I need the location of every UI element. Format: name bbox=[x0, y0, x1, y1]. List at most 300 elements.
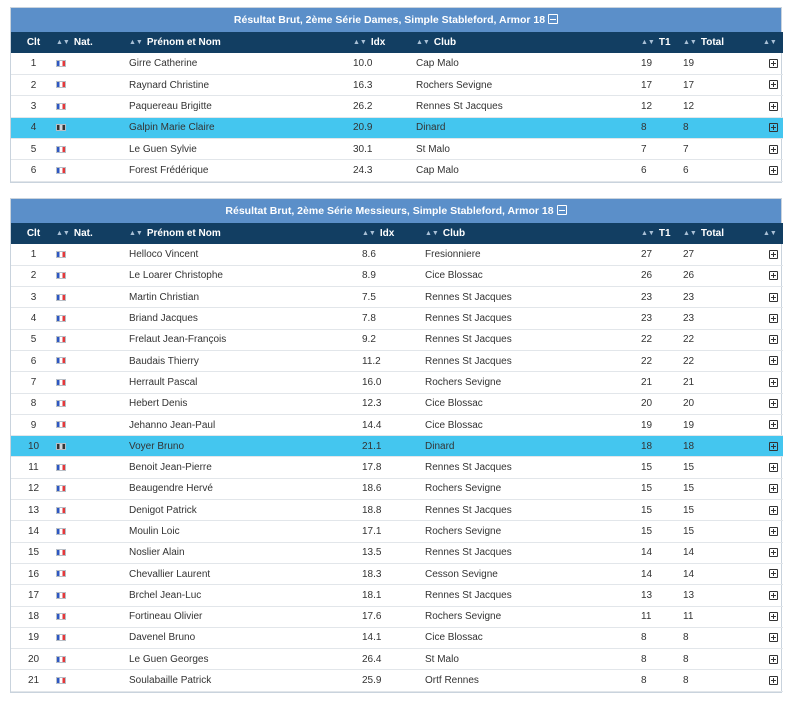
rank-cell: 4 bbox=[30, 122, 37, 134]
index-cell: 18.8 bbox=[362, 504, 382, 516]
table-row[interactable] bbox=[11, 414, 783, 435]
rank-cell: 5 bbox=[30, 334, 37, 346]
expand-cell bbox=[763, 500, 783, 521]
rank-cell: 10 bbox=[27, 440, 40, 452]
rank-cell: 15 bbox=[27, 547, 40, 559]
column-header-name[interactable]: ▲▼ Prénom et Nom bbox=[129, 228, 221, 239]
expand-icon[interactable] bbox=[769, 548, 778, 557]
total-cell: 19 bbox=[683, 57, 695, 69]
player-name-cell: Hebert Denis bbox=[129, 398, 188, 410]
expand-icon[interactable] bbox=[769, 356, 778, 365]
expand-icon[interactable] bbox=[769, 569, 778, 578]
nationality-cell bbox=[56, 372, 129, 393]
expand-cell bbox=[763, 74, 783, 95]
total-cell: 15 bbox=[683, 462, 695, 474]
t1-cell: 15 bbox=[641, 483, 653, 495]
nationality-cell bbox=[56, 74, 129, 95]
player-name-cell: Briand Jacques bbox=[129, 313, 198, 325]
sort-icon: ▲▼ bbox=[683, 230, 697, 237]
expand-icon[interactable] bbox=[769, 250, 778, 259]
results-table bbox=[11, 32, 783, 182]
flag-icon bbox=[56, 634, 66, 641]
rank-cell: 16 bbox=[27, 568, 40, 580]
t1-cell: 23 bbox=[641, 313, 653, 325]
column-header-nat[interactable]: ▲▼ Nat. bbox=[56, 228, 93, 239]
club-cell: Rochers Sevigne bbox=[425, 376, 502, 388]
player-name-cell: Le Loarer Christophe bbox=[129, 270, 223, 282]
player-name-cell: Helloco Vincent bbox=[129, 248, 199, 260]
rank-cell: 14 bbox=[27, 526, 40, 537]
t1-cell: 8 bbox=[641, 122, 647, 134]
club-cell: Rennes St Jacques bbox=[425, 462, 512, 474]
table-row[interactable] bbox=[11, 478, 783, 499]
collapse-icon[interactable] bbox=[557, 205, 567, 215]
results-panel-messieurs bbox=[10, 198, 782, 693]
table-row[interactable] bbox=[11, 350, 783, 371]
nationality-cell bbox=[56, 139, 129, 160]
expand-icon[interactable] bbox=[769, 271, 778, 280]
flag-icon bbox=[56, 379, 66, 386]
flag-icon bbox=[56, 528, 66, 535]
t1-cell: 15 bbox=[641, 504, 653, 516]
flag-icon bbox=[56, 656, 66, 663]
t1-cell: 14 bbox=[641, 547, 653, 559]
t1-cell: 7 bbox=[641, 143, 647, 155]
expand-cell bbox=[763, 457, 783, 478]
nationality-cell bbox=[56, 457, 129, 478]
expand-icon[interactable] bbox=[769, 399, 778, 408]
club-cell: Cap Malo bbox=[416, 165, 459, 177]
nationality-cell bbox=[56, 329, 129, 350]
nationality-cell bbox=[56, 393, 129, 414]
index-cell: 12.3 bbox=[362, 398, 382, 410]
total-cell: 20 bbox=[683, 398, 695, 410]
rank-cell: 11 bbox=[28, 462, 39, 474]
index-cell: 8.6 bbox=[362, 248, 376, 260]
index-cell: 9.2 bbox=[362, 334, 376, 346]
club-cell: Rennes St Jacques bbox=[416, 100, 503, 112]
rank-cell: 4 bbox=[30, 313, 37, 325]
expand-cell bbox=[763, 670, 783, 691]
club-cell: Cap Malo bbox=[416, 57, 459, 69]
column-header-idx[interactable]: ▲▼ Idx bbox=[362, 228, 395, 239]
expand-cell bbox=[763, 372, 783, 393]
player-name-cell: Davenel Bruno bbox=[129, 632, 196, 644]
flag-icon bbox=[56, 60, 66, 67]
rank-cell: 2 bbox=[30, 270, 37, 282]
club-cell: Rennes St Jacques bbox=[425, 313, 512, 325]
total-cell: 23 bbox=[683, 313, 695, 325]
expand-cell bbox=[763, 244, 783, 265]
player-name-cell: Noslier Alain bbox=[129, 547, 185, 559]
total-cell: 11 bbox=[683, 611, 694, 623]
table-row[interactable] bbox=[11, 542, 783, 563]
player-name-cell: Le Guen Georges bbox=[129, 653, 209, 665]
table-row[interactable] bbox=[11, 96, 783, 117]
club-cell: Rochers Sevigne bbox=[425, 526, 502, 537]
expand-icon[interactable] bbox=[769, 102, 778, 111]
club-cell: Cesson Sevigne bbox=[425, 568, 498, 580]
t1-cell: 13 bbox=[641, 589, 653, 601]
table-row[interactable] bbox=[11, 627, 783, 648]
table-row[interactable] bbox=[11, 521, 783, 542]
table-row[interactable] bbox=[11, 563, 783, 584]
nationality-cell bbox=[56, 160, 129, 181]
nationality-cell bbox=[56, 436, 129, 457]
index-cell: 13.5 bbox=[362, 547, 382, 559]
expand-cell bbox=[763, 308, 783, 329]
table-row[interactable] bbox=[11, 585, 783, 606]
total-cell: 27 bbox=[683, 248, 695, 260]
sort-icon: ▲▼ bbox=[641, 39, 655, 46]
player-name-cell: Brchel Jean-Luc bbox=[129, 589, 202, 601]
player-name-cell: Baudais Thierry bbox=[129, 355, 199, 367]
club-cell: Rennes St Jacques bbox=[425, 355, 512, 367]
flag-icon bbox=[56, 485, 66, 492]
t1-cell: 6 bbox=[641, 165, 647, 177]
t1-cell: 12 bbox=[641, 100, 653, 112]
club-cell: Rennes St Jacques bbox=[425, 504, 512, 516]
flag-icon bbox=[56, 592, 66, 599]
rank-cell: 17 bbox=[27, 589, 40, 601]
flag-icon bbox=[56, 357, 66, 364]
expand-icon[interactable] bbox=[769, 484, 778, 493]
t1-cell: 22 bbox=[641, 334, 653, 346]
rank-cell: 8 bbox=[30, 398, 37, 410]
index-cell: 16.0 bbox=[362, 376, 382, 388]
t1-cell: 8 bbox=[641, 675, 647, 687]
table-row[interactable] bbox=[11, 436, 783, 457]
player-name-cell: Frelaut Jean-François bbox=[129, 334, 227, 346]
expand-cell bbox=[763, 53, 783, 74]
index-cell: 17.8 bbox=[362, 462, 382, 474]
column-header-clt[interactable]: Clt bbox=[26, 228, 41, 239]
index-cell: 7.8 bbox=[362, 313, 376, 325]
index-cell: 7.5 bbox=[362, 291, 376, 303]
table-row[interactable] bbox=[11, 606, 783, 627]
club-cell: Rennes St Jacques bbox=[425, 547, 512, 559]
expand-cell bbox=[763, 393, 783, 414]
column-header-t1[interactable]: ▲▼ T1 bbox=[641, 228, 671, 239]
column-header-total[interactable]: ▲▼ Total bbox=[683, 37, 725, 48]
flag-icon bbox=[56, 103, 66, 110]
nationality-cell bbox=[56, 478, 129, 499]
club-cell: Dinard bbox=[425, 440, 455, 452]
index-cell: 14.4 bbox=[362, 419, 382, 431]
player-name-cell: Galpin Marie Claire bbox=[129, 122, 215, 134]
expand-icon[interactable] bbox=[769, 420, 778, 429]
club-cell: Fresionniere bbox=[425, 248, 481, 260]
club-cell: Cice Blossac bbox=[425, 398, 483, 410]
rank-cell: 3 bbox=[30, 100, 37, 112]
total-cell: 7 bbox=[683, 143, 689, 155]
column-header-nat[interactable]: ▲▼ Nat. bbox=[56, 37, 93, 48]
expand-icon[interactable] bbox=[769, 293, 778, 302]
expand-icon[interactable] bbox=[769, 463, 778, 472]
rank-cell: 2 bbox=[30, 79, 37, 91]
nationality-cell bbox=[56, 414, 129, 435]
panel-title-text: Résultat Brut, 2ème Série Dames, Simple Stableford, Armor 18 bbox=[233, 14, 546, 26]
club-cell: Rennes St Jacques bbox=[425, 334, 512, 346]
flag-icon bbox=[56, 570, 66, 577]
total-cell: 18 bbox=[683, 440, 695, 452]
total-cell: 6 bbox=[683, 165, 689, 177]
nationality-cell bbox=[56, 649, 129, 670]
table-row[interactable] bbox=[11, 139, 783, 160]
expand-icon[interactable] bbox=[769, 80, 778, 89]
flag-icon bbox=[56, 400, 66, 407]
expand-icon[interactable] bbox=[769, 591, 778, 600]
player-name-cell: Paquereau Brigitte bbox=[129, 100, 212, 112]
table-row[interactable] bbox=[11, 53, 783, 74]
expand-icon[interactable] bbox=[769, 442, 778, 451]
nationality-cell bbox=[56, 542, 129, 563]
index-cell: 21.1 bbox=[362, 440, 382, 452]
expand-icon[interactable] bbox=[769, 612, 778, 621]
table-row[interactable] bbox=[11, 393, 783, 414]
table-row[interactable] bbox=[11, 74, 783, 95]
expand-cell bbox=[763, 436, 783, 457]
expand-icon[interactable] bbox=[769, 506, 778, 515]
expand-cell bbox=[763, 585, 783, 606]
total-cell: 15 bbox=[683, 504, 695, 516]
club-cell: Rennes St Jacques bbox=[425, 291, 512, 303]
club-cell: Rennes St Jacques bbox=[425, 589, 512, 601]
expand-cell bbox=[763, 521, 783, 542]
t1-cell: 27 bbox=[641, 248, 653, 260]
flag-icon bbox=[56, 81, 66, 88]
flag-icon bbox=[56, 124, 66, 131]
rank-cell: 12 bbox=[27, 483, 40, 495]
club-cell: Cice Blossac bbox=[425, 270, 483, 282]
nationality-cell bbox=[56, 117, 129, 138]
nationality-cell bbox=[56, 627, 129, 648]
total-cell: 8 bbox=[683, 122, 689, 134]
total-cell: 8 bbox=[683, 632, 689, 644]
expand-icon[interactable] bbox=[769, 145, 778, 154]
t1-cell: 19 bbox=[641, 419, 653, 431]
column-header-expand bbox=[763, 32, 783, 53]
expand-icon[interactable] bbox=[769, 633, 778, 642]
t1-cell: 20 bbox=[641, 398, 653, 410]
column-header-name[interactable]: ▲▼ Prénom et Nom bbox=[129, 37, 221, 48]
index-cell: 26.4 bbox=[362, 653, 382, 665]
sort-icon: ▲▼ bbox=[683, 39, 697, 46]
player-name-cell: Martin Christian bbox=[129, 291, 200, 303]
sort-icon: ▲▼ bbox=[56, 230, 70, 237]
total-cell: 21 bbox=[683, 376, 695, 388]
column-header-idx[interactable]: ▲▼ Idx bbox=[353, 37, 386, 48]
expand-cell bbox=[763, 139, 783, 160]
expand-icon[interactable] bbox=[769, 335, 778, 344]
nationality-cell bbox=[56, 53, 129, 74]
expand-cell bbox=[763, 329, 783, 350]
sort-icon: ▲▼ bbox=[129, 39, 143, 46]
table-row[interactable] bbox=[11, 287, 783, 308]
table-row[interactable] bbox=[11, 265, 783, 286]
table-row[interactable] bbox=[11, 500, 783, 521]
results-table bbox=[11, 223, 783, 692]
table-header bbox=[11, 223, 783, 244]
index-cell: 17.6 bbox=[362, 611, 382, 623]
flag-icon bbox=[56, 146, 66, 153]
flag-icon bbox=[56, 272, 66, 279]
table-row[interactable] bbox=[11, 308, 783, 329]
t1-cell: 21 bbox=[641, 376, 653, 388]
player-name-cell: Beaugendre Hervé bbox=[129, 483, 213, 495]
sort-icon: ▲▼ bbox=[425, 230, 439, 237]
t1-cell: 15 bbox=[641, 526, 653, 537]
column-header-club[interactable]: ▲▼ Club bbox=[425, 228, 466, 239]
table-row[interactable] bbox=[11, 117, 783, 138]
total-cell: 23 bbox=[683, 291, 695, 303]
table-header bbox=[11, 32, 783, 53]
player-name-cell: Herrault Pascal bbox=[129, 376, 198, 388]
expand-cell bbox=[763, 542, 783, 563]
nationality-cell bbox=[56, 521, 129, 542]
index-cell: 11.2 bbox=[362, 355, 381, 367]
flag-icon bbox=[56, 507, 66, 514]
nationality-cell bbox=[56, 606, 129, 627]
t1-cell: 8 bbox=[641, 632, 647, 644]
sort-icon: ▲▼ bbox=[129, 230, 143, 237]
flag-icon bbox=[56, 677, 66, 684]
rank-cell: 19 bbox=[27, 632, 40, 644]
rank-cell: 18 bbox=[27, 611, 40, 623]
table-row[interactable] bbox=[11, 457, 783, 478]
panel-title bbox=[11, 8, 781, 32]
club-cell: Dinard bbox=[416, 122, 446, 134]
total-cell: 13 bbox=[683, 589, 695, 601]
expand-icon[interactable] bbox=[769, 59, 778, 68]
t1-cell: 8 bbox=[641, 653, 647, 665]
player-name-cell: Forest Frédérique bbox=[129, 165, 209, 177]
nationality-cell bbox=[56, 563, 129, 584]
index-cell: 8.9 bbox=[362, 270, 376, 282]
player-name-cell: Moulin Loic bbox=[129, 526, 180, 537]
collapse-icon[interactable] bbox=[548, 14, 558, 24]
t1-cell: 15 bbox=[641, 462, 653, 474]
table-row[interactable] bbox=[11, 372, 783, 393]
panel-title-text: Résultat Brut, 2ème Série Messieurs, Simple Stableford, Armor 18 bbox=[225, 205, 554, 217]
column-header-club[interactable]: ▲▼ Club bbox=[416, 37, 457, 48]
expand-cell bbox=[763, 606, 783, 627]
flag-icon bbox=[56, 294, 66, 301]
rank-cell: 13 bbox=[27, 504, 40, 516]
club-cell: Cice Blossac bbox=[425, 419, 483, 431]
panel-title bbox=[11, 199, 781, 223]
t1-cell: 26 bbox=[641, 270, 653, 282]
club-cell: St Malo bbox=[416, 143, 450, 155]
expand-icon[interactable] bbox=[769, 527, 778, 536]
index-cell: 16.3 bbox=[353, 79, 373, 91]
club-cell: Ortf Rennes bbox=[425, 675, 479, 687]
nationality-cell bbox=[56, 350, 129, 371]
nationality-cell bbox=[56, 244, 129, 265]
flag-icon bbox=[56, 613, 66, 620]
table-row[interactable] bbox=[11, 670, 783, 691]
expand-icon[interactable] bbox=[769, 123, 778, 132]
rank-cell: 1 bbox=[30, 57, 37, 69]
player-name-cell: Benoit Jean-Pierre bbox=[129, 462, 212, 474]
total-cell: 12 bbox=[683, 100, 695, 112]
index-cell: 14.1 bbox=[362, 632, 382, 644]
column-header-t1[interactable]: ▲▼ T1 bbox=[641, 37, 671, 48]
table-row[interactable] bbox=[11, 244, 783, 265]
nationality-cell bbox=[56, 96, 129, 117]
index-cell: 17.1 bbox=[362, 526, 382, 537]
expand-cell bbox=[763, 287, 783, 308]
expand-icon[interactable] bbox=[769, 166, 778, 175]
column-header-total[interactable]: ▲▼ Total bbox=[683, 228, 725, 239]
total-cell: 22 bbox=[683, 355, 695, 367]
sort-icon: ▲▼ bbox=[763, 230, 777, 237]
flag-icon bbox=[56, 421, 66, 428]
table-row[interactable] bbox=[11, 329, 783, 350]
nationality-cell bbox=[56, 585, 129, 606]
flag-icon bbox=[56, 336, 66, 343]
sort-icon: ▲▼ bbox=[353, 39, 367, 46]
expand-cell bbox=[763, 563, 783, 584]
expand-icon[interactable] bbox=[769, 314, 778, 323]
expand-cell bbox=[763, 350, 783, 371]
player-name-cell: Soulabaille Patrick bbox=[129, 675, 212, 687]
flag-icon bbox=[56, 549, 66, 556]
rank-cell: 6 bbox=[30, 355, 37, 367]
expand-cell bbox=[763, 649, 783, 670]
table-row[interactable] bbox=[11, 160, 783, 181]
player-name-cell: Fortineau Olivier bbox=[129, 611, 203, 623]
column-header-clt[interactable]: Clt bbox=[26, 37, 41, 48]
total-cell: 22 bbox=[683, 334, 695, 346]
rank-cell: 3 bbox=[30, 291, 37, 303]
nationality-cell bbox=[56, 287, 129, 308]
sort-icon: ▲▼ bbox=[641, 230, 655, 237]
sort-icon: ▲▼ bbox=[416, 39, 430, 46]
index-cell: 26.2 bbox=[353, 100, 373, 112]
expand-icon[interactable] bbox=[769, 378, 778, 387]
club-cell: Rochers Sevigne bbox=[416, 79, 493, 91]
index-cell: 10.0 bbox=[353, 57, 373, 69]
club-cell: Rochers Sevigne bbox=[425, 611, 502, 623]
rank-cell: 7 bbox=[30, 376, 37, 388]
expand-icon[interactable] bbox=[769, 676, 778, 685]
flag-icon bbox=[56, 315, 66, 322]
total-cell: 14 bbox=[683, 547, 695, 559]
total-cell: 17 bbox=[683, 79, 695, 91]
flag-icon bbox=[56, 167, 66, 174]
table-row[interactable] bbox=[11, 649, 783, 670]
nationality-cell bbox=[56, 500, 129, 521]
total-cell: 8 bbox=[683, 675, 689, 687]
index-cell: 20.9 bbox=[353, 122, 373, 134]
flag-icon bbox=[56, 443, 66, 450]
t1-cell: 18 bbox=[641, 440, 653, 452]
t1-cell: 23 bbox=[641, 291, 653, 303]
player-name-cell: Raynard Christine bbox=[129, 79, 210, 91]
total-cell: 15 bbox=[683, 526, 695, 537]
sort-icon: ▲▼ bbox=[763, 39, 777, 46]
nationality-cell bbox=[56, 670, 129, 691]
index-cell: 18.3 bbox=[362, 568, 382, 580]
rank-cell: 5 bbox=[30, 143, 37, 155]
sort-icon: ▲▼ bbox=[362, 230, 376, 237]
expand-icon[interactable] bbox=[769, 655, 778, 664]
rank-cell: 21 bbox=[27, 675, 40, 687]
index-cell: 18.1 bbox=[362, 589, 382, 601]
expand-cell bbox=[763, 117, 783, 138]
rank-cell: 9 bbox=[30, 419, 37, 431]
